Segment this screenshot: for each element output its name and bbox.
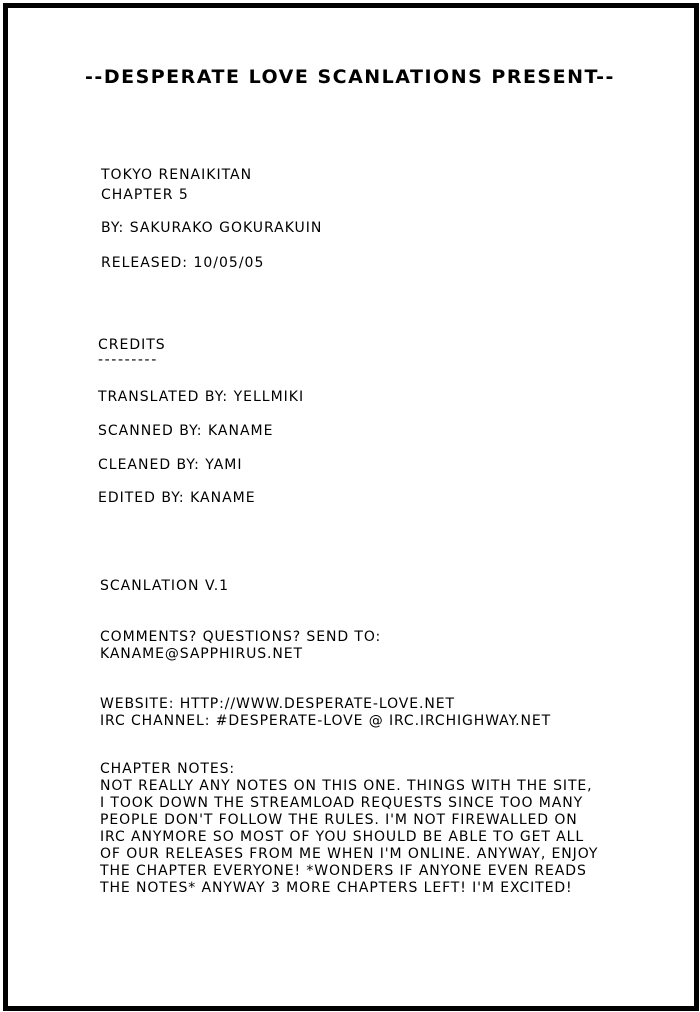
notes-line: THE NOTES* ANYWAY 3 MORE CHAPTERS LEFT! I'M EXCITED!: [100, 880, 573, 896]
notes-line: I TOOK DOWN THE STREAMLOAD REQUESTS SINCE TOO MANY: [100, 795, 584, 811]
release-date: RELEASED: 10/05/05: [101, 255, 265, 271]
notes-line: PEOPLE DON'T FOLLOW THE RULES. I'M NOT FIREWALLED ON: [100, 812, 578, 828]
credit-scanner: SCANNED BY: KANAME: [98, 423, 274, 439]
notes-line: NOT REALLY ANY NOTES ON THIS ONE. THINGS WITH THE SITE,: [100, 778, 593, 794]
credit-editor: EDITED BY: KANAME: [98, 490, 256, 506]
notes-line: IRC ANYMORE SO MOST OF YOU SHOULD BE ABLE TO GET ALL: [100, 829, 585, 845]
credits-heading: CREDITS: [98, 337, 166, 353]
credit-translator: TRANSLATED BY: YELLMIKI: [98, 389, 305, 405]
series-title: TOKYO RENAIKITAN: [101, 167, 253, 183]
notes-body: [100, 778, 598, 897]
scanlation-version: SCANLATION V.1: [100, 578, 230, 594]
links-block: [100, 696, 551, 730]
website-link: WEBSITE: HTTP://WWW.DESPERATE-LOVE.NET: [100, 696, 455, 712]
page-title: --DESPERATE LOVE SCANLATIONS PRESENT--: [85, 66, 615, 88]
chapter-number: CHAPTER 5: [101, 187, 189, 203]
contact-email: KANAME@SAPPHIRUS.NET: [100, 646, 303, 662]
author-line: BY: SAKURAKO GOKURAKUIN: [101, 220, 323, 236]
contact-prompt: COMMENTS? QUESTIONS? SEND TO:: [100, 629, 382, 645]
irc-channel: IRC CHANNEL: #DESPERATE-LOVE @ IRC.IRCHIGHWAY.NET: [100, 713, 552, 729]
notes-line: OF OUR RELEASES FROM ME WHEN I'M ONLINE. ANYWAY, ENJOY: [100, 846, 599, 862]
credit-cleaner: CLEANED BY: YAMI: [98, 457, 243, 473]
credits-underline: ---------: [98, 352, 158, 368]
notes-heading: CHAPTER NOTES:: [100, 761, 235, 777]
contact-block: [100, 629, 381, 663]
chapter-notes: [100, 761, 598, 897]
notes-line: THE CHAPTER EVERYONE! *WONDERS IF ANYONE EVEN READS: [100, 863, 587, 879]
